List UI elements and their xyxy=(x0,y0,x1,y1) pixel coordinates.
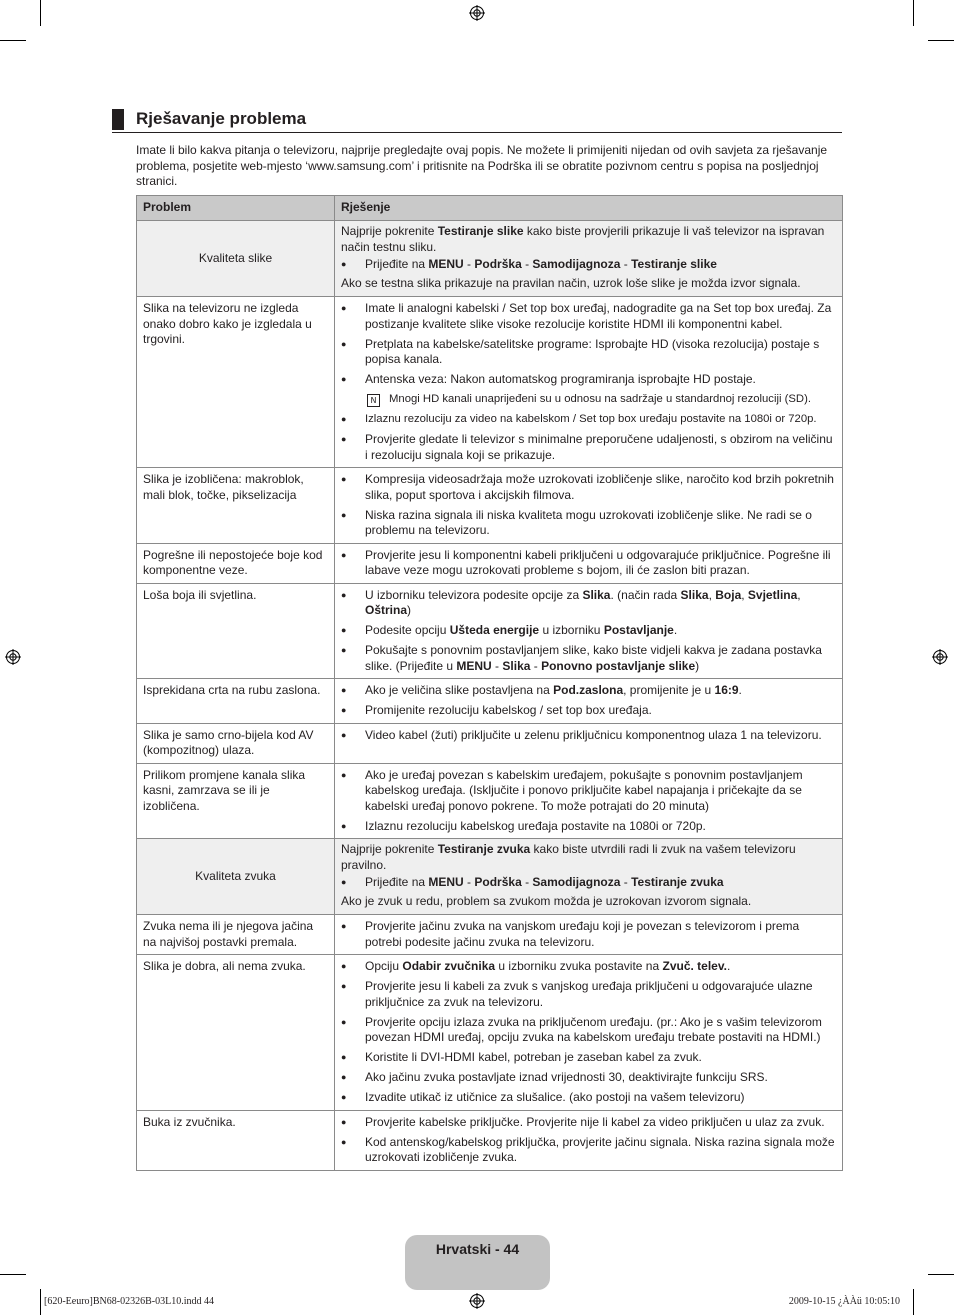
solution-cell xyxy=(335,297,843,468)
solution-list xyxy=(341,472,836,539)
table-row xyxy=(137,583,843,679)
solution-bullet: ● Niska razina signala ili niska kvaliteta mogu uzrokovati izobličenje slike. Ne radi se o problemu na televizoru. xyxy=(341,507,812,537)
intro-paragraph: Imate li bilo kakva pitanja o televizoru, najprije pregledajte ovaj popis. Ne možete li primijeniti nijedan od ovih savjeta za rješavanje problema, posjetite web-mjesto ‘www.samsung.com’ i pritisnite na Podrška ili se obratite pozivnom centru s popisa na posljednjoj stranici. xyxy=(136,143,828,188)
solution-list xyxy=(341,1115,836,1166)
solution-bullet: ● Provjerite gledate li televizor s minimalne preporučene udaljenosti, s obzirom na veličinu i rezoluciju signala koji se prikazuje. xyxy=(341,432,833,462)
solution-bullet: ● U izborniku televizora podesite opcije za Slika. (način rada Slika, Boja, Svjetlina, Oštrina) xyxy=(341,587,801,617)
solution-cell xyxy=(335,543,843,583)
solution-cell: Najprije pokrenite Testiranje zvuka kako biste utvrdili radi li zvuk na vašem televizoru pravilno. ● Prijeđite na MENU - Podrška - Samodijagnoza - Testiranje zvuka Ako je zvuk u redu, problem sa zvukom možda je uzrokovan izvorom signala. xyxy=(335,839,843,915)
page-number: Hrvatski - 44 xyxy=(435,1241,520,1257)
bullet-icon: ● xyxy=(341,820,347,831)
bullet-icon: ● xyxy=(341,1016,347,1027)
solution-bullet: ● Pokušajte s ponovnim postavljanjem slike, kako biste vidjeli kakva je zadana postavka slike. (Prijeđite u MENU - Slika - Ponovno postavljanje slike) xyxy=(341,643,822,673)
solution-list xyxy=(341,768,836,835)
solution-cell xyxy=(335,955,843,1111)
bullet-icon: ● xyxy=(341,1052,347,1062)
solution-list xyxy=(341,683,836,719)
solution-cell xyxy=(335,763,843,839)
solution-bullet: ● Provjerite jesu li kabeli za zvuk s vanjskog uređaja priključeni u odgovarajuće ulazne priključnice za zvuk na televizoru. xyxy=(341,979,813,1009)
bullet-icon: ● xyxy=(341,374,347,384)
bullet-icon: ● xyxy=(341,1116,347,1127)
bullet-icon: ● xyxy=(341,414,347,424)
solution-bullet: ● Koristite li DVI-HDMI kabel, potreban je zaseban kabel za zvuk. xyxy=(341,1050,702,1064)
section-marker xyxy=(112,109,124,130)
table-section-row xyxy=(137,221,843,297)
solution-bullet: ● Antenska veza: Nakon automatskog programiranja isprobajte HD postaje. xyxy=(341,372,756,386)
solution-bullet: ● Video kabel (žuti) priključite u zelenu priključnicu komponentnog ulaza 1 na televizoru. xyxy=(341,727,822,742)
table-body xyxy=(137,221,843,1171)
problem-cell: Isprekidana crta na rubu zaslona. xyxy=(137,679,335,724)
problem-cell: Pogrešne ili nepostojeće boje kod komponentne veze. xyxy=(137,543,335,583)
registration-mark-icon xyxy=(932,649,948,665)
bullet-icon: ● xyxy=(341,589,347,600)
section-header xyxy=(112,108,842,133)
solution-cell xyxy=(335,915,843,955)
bullet-icon: ● xyxy=(341,645,347,655)
table-row xyxy=(137,679,843,724)
bullet-icon: ● xyxy=(341,729,347,740)
solution-bullet: ● Opciju Odabir zvučnika u izborniku zvuka postavite na Zvuč. telev.. xyxy=(341,959,731,973)
bullet-icon: ● xyxy=(341,303,347,313)
solution-list xyxy=(341,301,836,463)
solution-bullet: ● Imate li analogni kabelski / Set top box uređaj, nadogradite ga na Set top box uređaj. Za postizanje kvalitete slike visoke rezolucije koristite HDMI ili komponentni kabel. xyxy=(341,301,832,331)
solution-bullet: ● Ako je uređaj povezan s kabelskim uređajem, pokušajte s ponovnim postavljanjem kabelskog uređaja. (Isključite i ponovo priključite kabel napajanja i pričekajte da se kabelski uređaj ponovo pokrene. To može potrajati do 20 minuta) xyxy=(341,767,803,813)
solution-list xyxy=(341,588,836,675)
bullet-icon: ● xyxy=(341,769,347,780)
problem-cell: Buka iz zvučnika. xyxy=(137,1110,335,1170)
solution-bullet: ● Provjerite kabelske priključke. Provjerite nije li kabel za video priključen u ulaz za zvuk. xyxy=(341,1114,825,1129)
solution-bullet: ● Ako je veličina slike postavljena na Pod.zaslona, promijenite je u 16:9. xyxy=(341,683,742,697)
solution-list xyxy=(341,728,836,744)
page-number-tab xyxy=(405,1235,550,1290)
bullet-icon: ● xyxy=(341,549,347,560)
solution-bullet: ● Izlaznu rezoluciju kabelskog uređaja postavite na 1080i or 720p. xyxy=(341,818,706,833)
bullet-icon: ● xyxy=(341,474,347,484)
table-row xyxy=(137,763,843,839)
bullet-icon: ● xyxy=(341,434,347,444)
print-slug-date: 2009-10-15 ¿ÀÀü 10:05:10 xyxy=(788,1296,900,1307)
solution-list xyxy=(341,548,836,579)
table-row xyxy=(137,543,843,583)
table-row xyxy=(137,1110,843,1170)
problem-cell: Zvuka nema ili je njegova jačina na najvišoj postavki premala. xyxy=(137,915,335,955)
bullet-icon: ● xyxy=(341,1092,347,1102)
troubleshooting-table xyxy=(136,195,843,1171)
solution-cell xyxy=(335,679,843,724)
table-section-row xyxy=(137,839,843,915)
solution-cell xyxy=(335,468,843,544)
solution-cell xyxy=(335,723,843,763)
problem-cell: Kvaliteta zvuka xyxy=(137,839,335,915)
problem-cell: Slika je samo crno-bijela kod AV (kompozitnog) ulaza. xyxy=(137,723,335,763)
column-header-problem: Problem xyxy=(137,196,335,221)
table-row xyxy=(137,297,843,468)
solution-list xyxy=(341,959,836,1106)
solution-bullet: ● Pretplata na kabelske/satelitske programe: Isprobajte HD (visoka rezolucija) postaje s popisa kanala. xyxy=(341,336,820,366)
problem-cell: Kvaliteta slike xyxy=(137,221,335,297)
solution-bullet: ● Izvadite utikač iz utičnice za slušalice. (ako postoji na vašem televizoru) xyxy=(341,1090,745,1104)
note-icon: N xyxy=(367,394,380,407)
solution-cell: Najprije pokrenite Testiranje slike kako biste provjerili prikazuje li vaš televizor na ispravan način testnu sliku. ● Prijeđite na MENU - Podrška - Samodijagnoza - Testiranje slike Ako se testna slika prikazuje na pravilan način, uzrok loše slike je možda izvor signala. xyxy=(335,221,843,297)
solution-bullet: ● Podesite opciju Ušteda energije u izborniku Postavljanje. xyxy=(341,623,678,637)
solution-bullet: ● Izlaznu rezoluciju za video na kabelskom / Set top box uređaju postavite na 1080i or 720p. xyxy=(341,412,836,428)
bullet-icon: ● xyxy=(341,509,347,520)
table-row xyxy=(137,915,843,955)
solution-bullet: ● Provjerite opciju izlaza zvuka na priključenom uređaju. (pr.: Ako je s vašim televizorom povezan HDMI uređaj, opciju zvuka na kabelskom uređaju trebate postaviti na HDMI.) xyxy=(341,1014,822,1044)
solution-bullet: ● Kompresija videosadržaja može uzrokovati izobličenje slike, naročito kod brzih pokretnih slika, poput sportova i akcijskih filmova. xyxy=(341,472,834,502)
bullet-icon: ● xyxy=(341,1072,347,1082)
bullet-icon: ● xyxy=(341,685,347,695)
bullet-icon: ● xyxy=(341,981,347,991)
print-slug-file: [620-Eeuro]BN68-02326B-03L10.indd 44 xyxy=(44,1296,214,1307)
table-row xyxy=(137,723,843,763)
solution-bullet: ● Promijenite rezoluciju kabelskog / set top box uređaja. xyxy=(341,703,652,717)
problem-cell: Slika na televizoru ne izgleda onako dobro kako je izgledala u trgovini. xyxy=(137,297,335,468)
problem-cell: Slika je izobličena: makroblok, mali blok, točke, pikselizacija xyxy=(137,468,335,544)
column-header-solution: Rješenje xyxy=(335,196,843,221)
table-row xyxy=(137,955,843,1111)
table-row xyxy=(137,468,843,544)
solution-bullet: ● Ako jačinu zvuka postavljate iznad vrijednosti 30, deaktivirajte funkciju SRS. xyxy=(341,1070,768,1084)
solution-list xyxy=(341,919,836,950)
bullet-icon: ● xyxy=(341,1136,347,1147)
solution-cell xyxy=(335,1110,843,1170)
table-header-row xyxy=(137,196,843,221)
registration-mark-icon xyxy=(469,5,485,21)
bullet-icon: ● xyxy=(341,961,347,971)
solution-bullet: ● Provjerite jačinu zvuka na vanjskom uređaju koji je povezan s televizorom i prema potrebi podesite jačinu zvuka na televizoru. xyxy=(341,919,800,949)
problem-cell: Slika je dobra, ali nema zvuka. xyxy=(137,955,335,1111)
registration-mark-icon xyxy=(469,1293,485,1309)
bullet-icon: ● xyxy=(341,625,347,635)
solution-bullet: ● Kod antenskog/kabelskog priključka, provjerite jačinu signala. Niska razina signala može uzrokovati izobličenje zvuka. xyxy=(341,1134,835,1164)
bullet-icon: ● xyxy=(341,338,347,349)
bullet-icon: ● xyxy=(341,921,347,931)
problem-cell: Prilikom promjene kanala slika kasni, zamrzava se ili je izobličena. xyxy=(137,763,335,839)
solution-cell xyxy=(335,583,843,679)
section-title: Rješavanje problema xyxy=(136,109,307,128)
solution-bullet: ● Provjerite jesu li komponentni kabeli priključeni u odgovarajuće priključnice. Pogrešne ili labave veze mogu uzrokovati probleme s bojom, ili će zaslon biti prazan. xyxy=(341,547,831,577)
registration-mark-icon xyxy=(5,649,21,665)
note-item: N Mnogi HD kanali unaprijeđeni su u odnosu na sadržaje u standardnoj rezoluciji (SD). xyxy=(341,392,836,408)
problem-cell: Loša boja ili svjetlina. xyxy=(137,583,335,679)
bullet-icon: ● xyxy=(341,705,347,715)
